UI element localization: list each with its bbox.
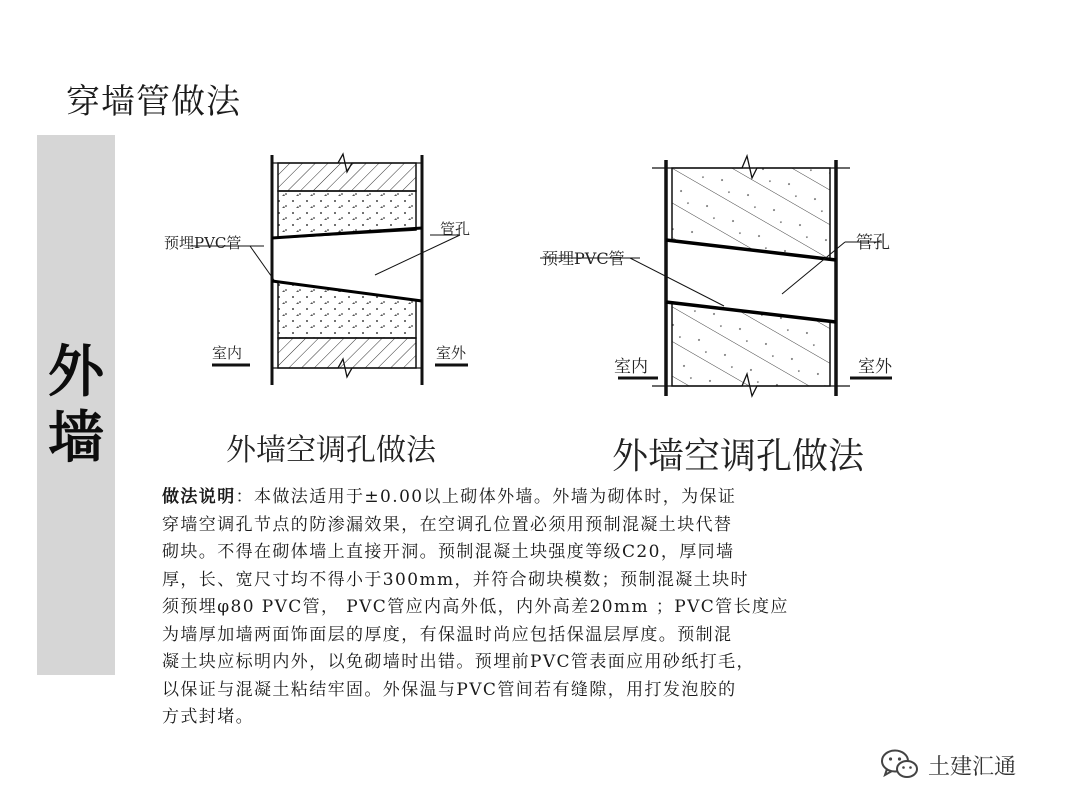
watermark-text: 土建汇通 (928, 754, 1017, 780)
left-pipe-label: 预埋PVC管 (164, 234, 242, 252)
description-line-1 (162, 484, 902, 512)
side-band (37, 135, 115, 675)
side-label-char-1: 外 (48, 340, 104, 405)
right-outdoor-label: 室外 (858, 357, 892, 377)
description-line-1-text: ：本做法适用于±0.00以上砌体外墙。外墙为砌体时，为保证 (235, 487, 737, 507)
right-caption: 外墙空调孔做法 (612, 436, 865, 477)
description-line-6: 为墙厚加墙两面饰面层的厚度，有保温时尚应包括保温层厚度。预制混 (162, 624, 733, 645)
method-description (162, 484, 902, 732)
description-line-8: 以保证与混凝土粘结牢固。外保温与PVC管间若有缝隙，用打发泡胶的 (162, 679, 737, 700)
left-caption: 外墙空调孔做法 (226, 433, 436, 468)
right-pipe-label: 预埋PVC管 (542, 249, 625, 268)
side-label-char-2: 墙 (48, 406, 104, 471)
description-line-9: 方式封堵。 (162, 707, 254, 727)
watermark (880, 745, 1016, 785)
side-label (37, 340, 115, 472)
left-hole-label: 管孔 (440, 220, 471, 238)
left-outdoor-label: 室外 (436, 344, 467, 362)
description-line-7: 凝土块应标明内外，以免砌墙时出错。预埋前PVC管表面应用砂纸打毛， (162, 652, 755, 672)
description-lead: 做法说明 (162, 487, 236, 507)
description-line-2: 穿墙空调孔节点的防渗漏效果，在空调孔位置必须用预制混凝土块代替 (162, 514, 733, 535)
right-section-diagram (520, 150, 910, 400)
wechat-icon (880, 748, 920, 782)
page-title: 穿墙管做法 (66, 82, 241, 122)
left-indoor-label: 室内 (212, 344, 243, 362)
right-indoor-label: 室内 (614, 357, 648, 377)
right-hole-label: 管孔 (856, 233, 890, 253)
description-line-5: 须预埋φ80 PVC管， PVC管应内高外低，内外高差20mm ；PVC管长度应 (162, 597, 789, 617)
description-line-3: 砌块。不得在砌体墙上直接开洞。预制混凝土块强度等级C20，厚同墙 (162, 542, 735, 562)
description-line-4: 厚，长、宽尺寸均不得小于300mm，并符合砌块模数；预制混凝土块时 (162, 569, 749, 590)
